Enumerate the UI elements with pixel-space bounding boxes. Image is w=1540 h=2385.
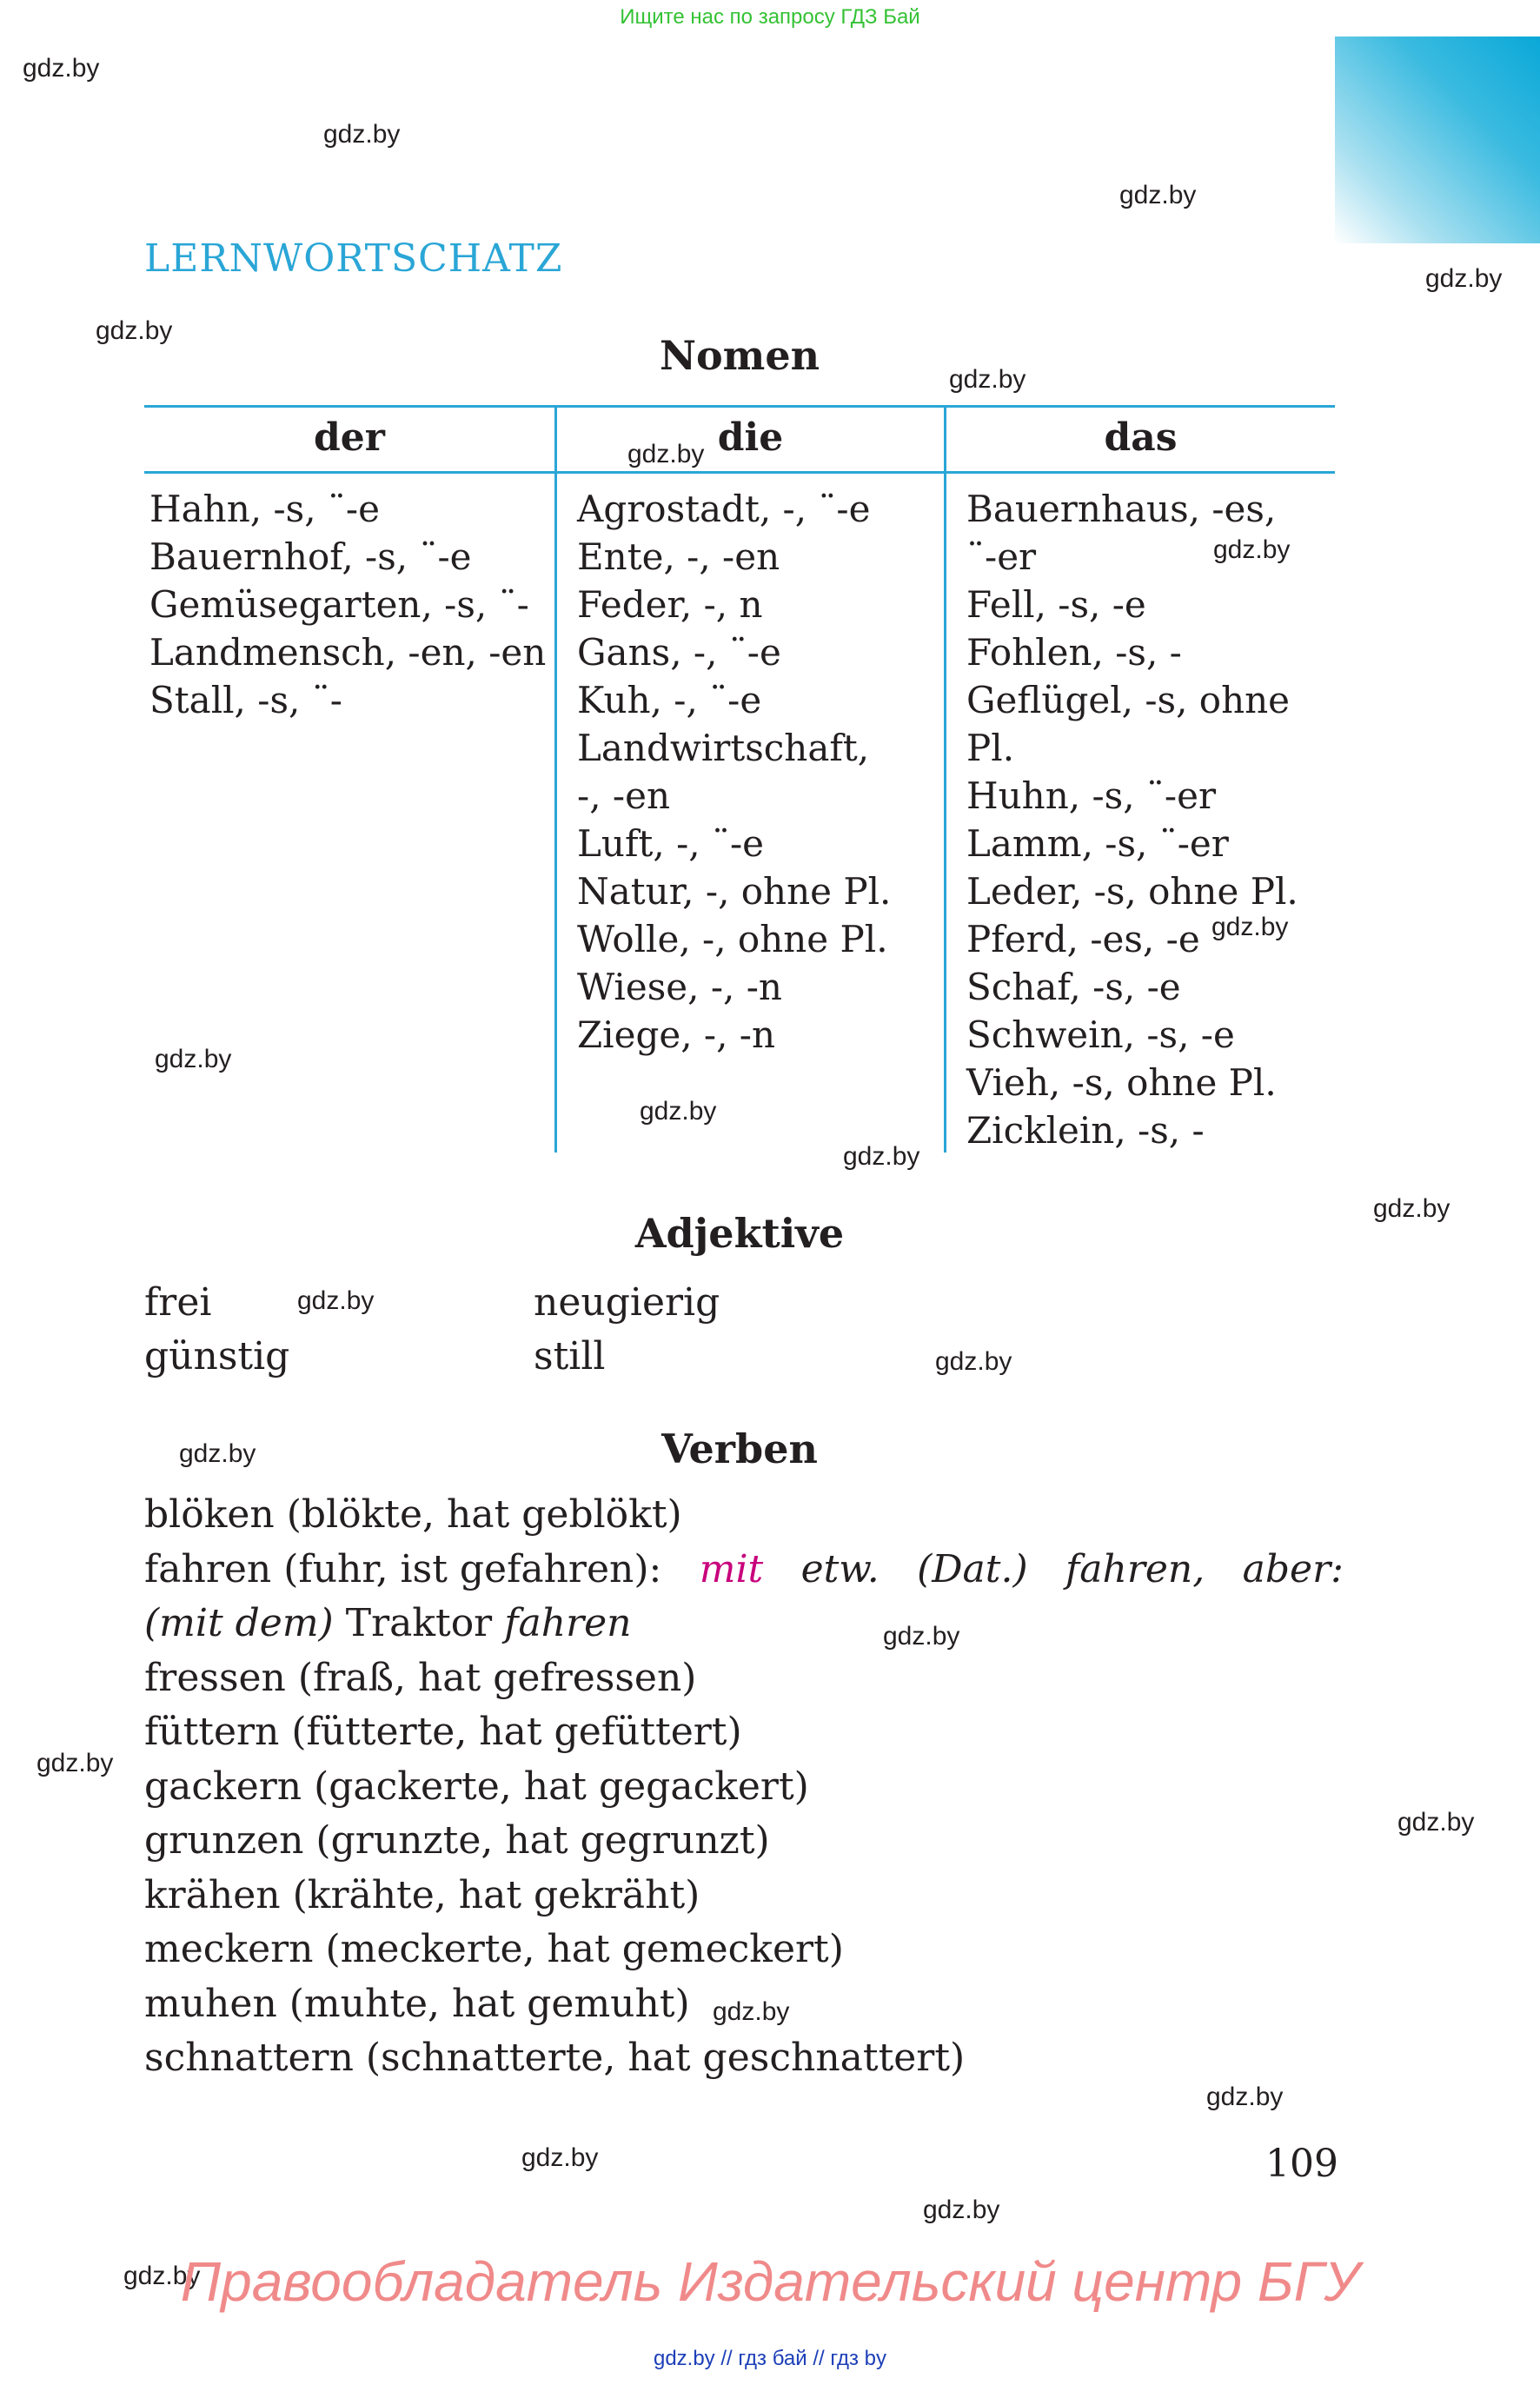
verb-entry: blöken (blökte, hat geblökt) — [144, 1492, 682, 1537]
noun-entry: Landwirtschaft, — [577, 727, 870, 769]
verb-usage: fahren, — [1065, 1546, 1205, 1591]
verb-entry: füttern (fütterte, hat gefüttert) — [144, 1710, 742, 1754]
noun-entry: Landmensch, -en, -en — [149, 631, 547, 674]
verb-entry: meckern (meckerte, hat gemeckert) — [144, 1927, 844, 1971]
adjectives-heading: Adjektive — [634, 1210, 845, 1257]
watermark: gdz.by — [935, 1347, 1012, 1376]
watermark: gdz.by — [627, 440, 705, 468]
page-number: 109 — [1265, 2142, 1338, 2186]
watermark: gdz.by — [1373, 1194, 1450, 1223]
noun-entry: Gans, -, ¨-e — [577, 631, 781, 674]
watermark: gdz.by — [1211, 913, 1289, 941]
verb-usage: etw. — [800, 1546, 880, 1591]
noun-column-der — [149, 485, 546, 724]
watermark: gdz.by — [1119, 181, 1197, 209]
adjective-entry: neugierig — [534, 1280, 720, 1325]
verb-text: fahren (fuhr, ist gefahren): — [144, 1546, 662, 1591]
watermark: gdz.by — [96, 316, 173, 345]
noun-entry: Ente, -, -en — [577, 535, 780, 578]
noun-column-die — [577, 485, 891, 1059]
watermark: gdz.by — [713, 1997, 790, 2026]
noun-entry: Schwein, -s, -e — [966, 1013, 1235, 1056]
noun-entry: ¨-er — [966, 535, 1037, 578]
noun-entry: Huhn, -s, ¨-er — [966, 774, 1217, 817]
verb-usage: aber: — [1242, 1546, 1344, 1591]
verb-entry-fahren-example — [144, 1597, 1344, 1651]
column-header-der: der — [314, 415, 385, 460]
adjectives-column-1 — [144, 1276, 289, 1384]
watermark: gdz.by — [155, 1045, 232, 1073]
table-column-divider — [554, 405, 557, 1153]
nouns-heading: Nomen — [659, 332, 820, 379]
noun-entry: Wolle, -, ohne Pl. — [577, 918, 888, 960]
column-header-die: die — [717, 415, 784, 460]
noun-entry: Bauernhaus, -es, — [966, 488, 1277, 530]
noun-entry: Ziege, -, -n — [577, 1013, 776, 1056]
adjective-entry: still — [534, 1334, 606, 1379]
verbs-list — [144, 1488, 1344, 2086]
noun-entry: Leder, -s, ohne Pl. — [966, 870, 1298, 913]
table-top-rule — [144, 405, 1335, 408]
verb-entry: muhen (muhte, hat gemuht) — [144, 1981, 690, 2026]
noun-entry: Feder, -, n — [577, 583, 763, 626]
section-title: LERNWORTSCHATZ — [144, 236, 563, 281]
watermark: gdz.by — [1397, 1808, 1475, 1837]
noun-entry: Fohlen, -s, - — [966, 631, 1182, 674]
watermark: gdz.by — [323, 120, 401, 149]
noun-entry: Natur, -, ohne Pl. — [577, 870, 892, 913]
noun-entry: Pferd, -es, -e — [966, 918, 1200, 960]
noun-entry: Wiese, -, -n — [577, 966, 782, 1008]
watermark: gdz.by — [923, 2196, 1000, 2224]
noun-entry: Kuh, -, ¨-e — [577, 679, 762, 721]
watermark: gdz.by — [23, 54, 100, 83]
noun-entry: Agrostadt, -, ¨-e — [577, 488, 871, 530]
noun-entry: Zicklein, -s, - — [966, 1109, 1205, 1152]
watermark: gdz.by — [521, 2143, 599, 2172]
verb-entry-fahren — [144, 1543, 1344, 1598]
noun-column-das — [966, 485, 1298, 1154]
adjective-entry: günstig — [144, 1334, 290, 1379]
watermark: gdz.by — [297, 1286, 375, 1315]
verb-entry: krähen (krähte, hat gekräht) — [144, 1872, 700, 1917]
watermark: gdz.by — [179, 1439, 256, 1468]
rights-notice: Правообладатель Издательский центр БГУ — [180, 2250, 1360, 2313]
watermark: gdz.by — [883, 1622, 960, 1651]
watermark: gdz.by — [123, 2262, 201, 2290]
table-header-rule — [144, 471, 1335, 474]
noun-entry: -, -en — [577, 774, 670, 817]
watermark: gdz.by — [1213, 535, 1291, 564]
verb-usage: (Dat.) — [917, 1546, 1028, 1591]
noun-entry: Fell, -s, -e — [966, 583, 1146, 626]
verb-usage: Traktor — [345, 1601, 493, 1645]
watermark: gdz.by — [37, 1749, 114, 1777]
noun-entry: Vieh, -s, ohne Pl. — [966, 1061, 1277, 1104]
watermark: gdz.by — [640, 1097, 717, 1126]
column-header-das: das — [1104, 415, 1178, 460]
noun-entry: Hahn, -s, ¨-e — [149, 488, 380, 530]
noun-entry: Gemüsegarten, -s, ¨- — [149, 583, 529, 626]
verb-usage: (mit dem) — [144, 1601, 334, 1645]
table-column-divider — [944, 405, 946, 1153]
top-promo-note: Ищите нас по запросу ГДЗ Бай — [620, 5, 920, 29]
noun-entry: Bauernhof, -s, ¨-e — [149, 535, 472, 578]
corner-gradient-decoration — [1335, 37, 1540, 243]
adjectives-column-2 — [534, 1276, 720, 1384]
verb-preposition: mit — [699, 1546, 764, 1591]
watermark: gdz.by — [1425, 264, 1503, 293]
verbs-heading: Verben — [661, 1425, 818, 1472]
verb-entry: grunzen (grunzte, hat gegrunzt) — [144, 1818, 770, 1863]
verb-usage: fahren — [504, 1601, 632, 1645]
adjective-entry: frei — [144, 1280, 212, 1325]
watermark: gdz.by — [1206, 2083, 1284, 2111]
noun-entry: Lamm, -s, ¨-er — [966, 822, 1229, 865]
noun-entry: Luft, -, ¨-e — [577, 822, 765, 865]
verb-entry: fressen (fraß, hat gefressen) — [144, 1655, 697, 1700]
footer-links[interactable]: gdz.by // гдз бай // гдз by — [653, 2347, 887, 2370]
noun-entry: Pl. — [966, 727, 1015, 769]
noun-entry: Stall, -s, ¨- — [149, 679, 342, 721]
verb-entry: schnattern (schnatterte, hat geschnattert) — [144, 2036, 966, 2080]
noun-entry: Schaf, -s, -e — [966, 966, 1181, 1008]
watermark: gdz.by — [949, 365, 1026, 394]
verb-entry: gackern (gackerte, hat gegackert) — [144, 1764, 809, 1809]
watermark: gdz.by — [843, 1142, 920, 1171]
noun-entry: Geflügel, -s, ohne — [966, 679, 1291, 721]
